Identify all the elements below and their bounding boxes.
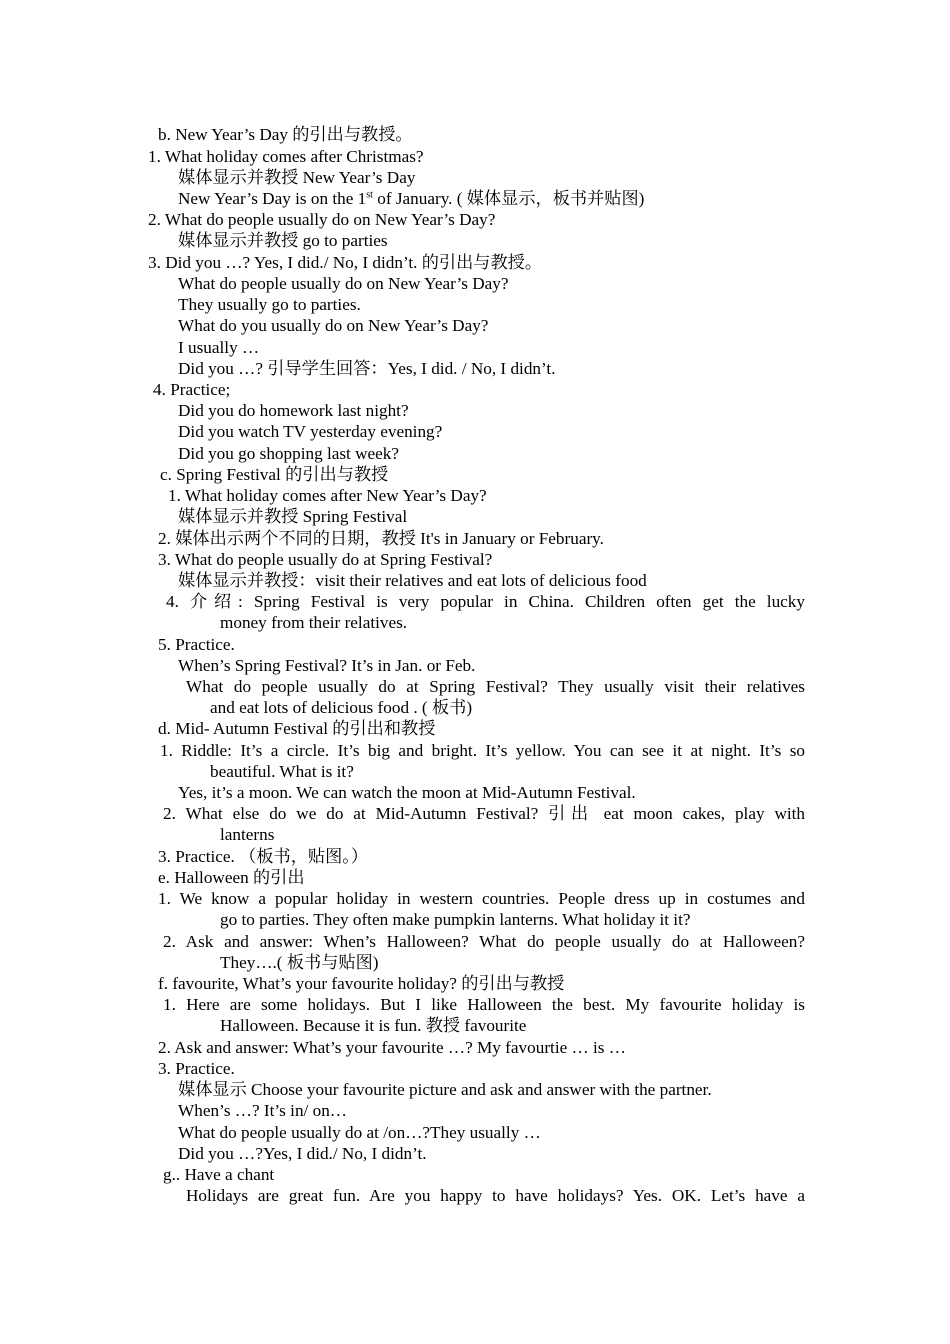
- list-item: What do people usually do at Spring Festival? They usually visit their relatives: [186, 677, 805, 696]
- list-item: What do you usually do on New Year’s Day?: [178, 316, 489, 335]
- list-item: 1. What holiday comes after New Year’s Day?: [168, 486, 487, 505]
- list-item: 2. What else do we do at Mid-Autumn Festival? 引出 eat moon cakes, play with: [163, 804, 805, 823]
- list-item: They….( 板书与贴图): [220, 953, 379, 972]
- section-e-heading: e. Halloween 的引出: [158, 868, 305, 887]
- list-item: Holidays are great fun. Are you happy to have holidays? Yes. OK. Let’s have a: [186, 1186, 805, 1205]
- list-item: 媒体显示并教授：visit their relatives and eat lots of delicious food: [178, 571, 647, 590]
- list-item: 1. We know a popular holiday in western countries. People dress up in costumes and: [158, 889, 805, 908]
- list-item: 3. What do people usually do at Spring Festival?: [158, 550, 493, 569]
- list-item: Halloween. Because it is fun. 教授 favourite: [220, 1016, 527, 1035]
- list-item: Did you watch TV yesterday evening?: [178, 422, 443, 441]
- list-item: money from their relatives.: [220, 613, 408, 632]
- list-item: 2. 媒体出示两个不同的日期，教授 It's in January or February.: [158, 529, 604, 548]
- list-item: Did you go shopping last week?: [178, 444, 400, 463]
- section-c-heading: c. Spring Festival 的引出与教授: [160, 465, 389, 484]
- list-item: 媒体显示并教授 Spring Festival: [178, 507, 408, 526]
- list-item: 1. Riddle: It’s a circle. It’s big and bright. It’s yellow. You can see it at night. It’s so: [160, 741, 805, 760]
- list-item: When’s Spring Festival? It’s in Jan. or Feb.: [178, 656, 476, 675]
- list-item: 1. Here are some holidays. But I like Halloween the best. My favourite holiday is: [163, 995, 805, 1014]
- list-item: What do people usually do at /on…?They usually …: [178, 1123, 541, 1142]
- list-item: beautiful. What is it?: [210, 762, 354, 781]
- list-item: Yes, it’s a moon. We can watch the moon at Mid-Autumn Festival.: [178, 783, 636, 802]
- list-item: 媒体显示 Choose your favourite picture and ask and answer with the partner.: [178, 1080, 712, 1099]
- list-item: New Year’s Day is on the 1st of January. ( 媒体显示，板书并贴图): [178, 189, 645, 208]
- list-item: 媒体显示并教授 New Year’s Day: [178, 168, 416, 187]
- list-item: I usually …: [178, 338, 260, 357]
- list-item: Did you …?Yes, I did./ No, I didn’t.: [178, 1144, 427, 1163]
- list-item: 4. Practice;: [153, 380, 231, 399]
- list-item: and eat lots of delicious food . ( 板书): [210, 698, 473, 717]
- section-g-heading: g.. Have a chant: [163, 1165, 275, 1184]
- list-item: 1. What holiday comes after Christmas?: [148, 147, 424, 166]
- list-item: 3. Did you …? Yes, I did./ No, I didn’t. 的引出与教授。: [148, 253, 543, 272]
- list-item: 媒体显示并教授 go to parties: [178, 231, 388, 250]
- list-item: 5. Practice.: [158, 635, 235, 654]
- list-item: 2. Ask and answer: When’s Halloween? What do people usually do at Halloween?: [163, 932, 805, 951]
- list-item: Did you …? 引导学生回答：Yes, I did. / No, I didn’t.: [178, 359, 556, 378]
- section-f-heading: f. favourite, What’s your favourite holiday? 的引出与教授: [158, 974, 565, 993]
- list-item: 2. What do people usually do on New Year’s Day?: [148, 210, 496, 229]
- list-item: 2. Ask and answer: What’s your favourite …? My favourtie … is …: [158, 1038, 626, 1057]
- section-d-heading: d. Mid- Autumn Festival 的引出和教授: [158, 719, 436, 738]
- list-item: 3. Practice.: [158, 1059, 235, 1078]
- list-item: They usually go to parties.: [178, 295, 361, 314]
- superscript-ordinal: st: [366, 189, 373, 201]
- list-item: go to parties. They often make pumpkin lanterns. What holiday it it?: [220, 910, 691, 929]
- list-item: 4. 介绍: Spring Festival is very popular in China. Children often get the lucky: [166, 592, 805, 611]
- list-item: When’s …? It’s in/ on…: [178, 1101, 347, 1120]
- list-item: lanterns: [220, 825, 275, 844]
- list-item: Did you do homework last night?: [178, 401, 409, 420]
- list-item: What do people usually do on New Year’s Day?: [178, 274, 509, 293]
- section-b-heading: b. New Year’s Day 的引出与教授。: [158, 125, 413, 144]
- list-item: 3. Practice. （板书，贴图。）: [158, 847, 369, 866]
